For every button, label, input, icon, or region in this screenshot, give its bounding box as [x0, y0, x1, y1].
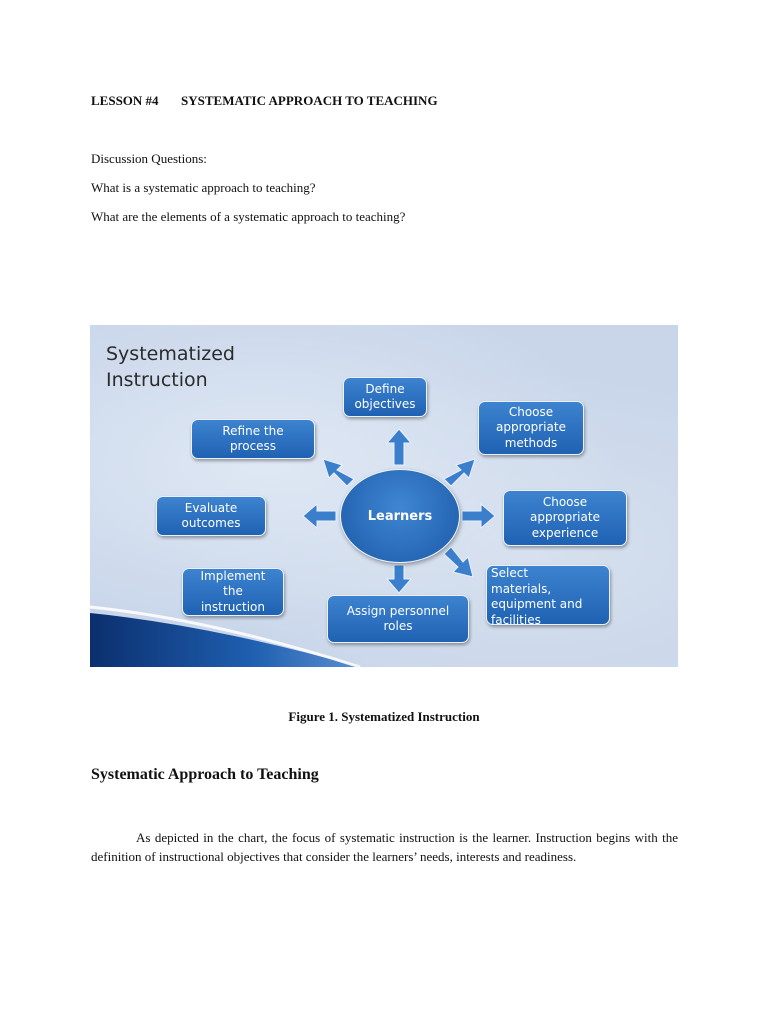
node-implement-instruction: Implement the instruction [182, 568, 284, 616]
lesson-title: SYSTEMATIC APPROACH TO TEACHING [181, 93, 438, 108]
discussion-label: Discussion Questions: [91, 151, 207, 166]
node-assign-personnel: Assign personnel roles [327, 595, 469, 643]
node-evaluate-outcomes: Evaluate outcomes [156, 496, 266, 536]
figure-caption: Figure 1. Systematized Instruction [288, 709, 480, 724]
systematized-instruction-figure [90, 325, 678, 667]
arrow-right [462, 504, 495, 528]
arrow-down-right [444, 547, 473, 577]
arrow-down [387, 565, 411, 593]
arrow-up [387, 429, 411, 465]
discussion-question-1: What is a systematic approach to teaching? [91, 180, 316, 195]
node-choose-methods: Choose appropriate methods [478, 401, 584, 455]
center-learners: Learners [340, 469, 460, 563]
body-paragraph: As depicted in the chart, the focus of systematic instruction is the learner. Instruction begins with the definition of instructional objectives that consider the learners’ needs, interests and readiness. [91, 830, 678, 864]
decorative-swoosh [90, 613, 360, 667]
section-heading: Systematic Approach to Teaching [91, 766, 319, 783]
arrow-up-left [323, 459, 354, 486]
discussion-question-2: What are the elements of a systematic approach to teaching? [91, 209, 406, 224]
node-define-objectives: Define objectives [343, 377, 427, 417]
node-select-materials: Select materials, equipment and facilities [486, 565, 610, 625]
lesson-number: LESSON #4 [91, 93, 159, 108]
node-refine-process: Refine the process [191, 419, 315, 459]
arrow-left [303, 504, 336, 528]
node-choose-experience: Choose appropriate experience [503, 490, 627, 546]
lesson-heading [91, 93, 438, 109]
arrow-up-right [444, 459, 475, 486]
figure-title: Systematized Instruction [106, 343, 235, 391]
